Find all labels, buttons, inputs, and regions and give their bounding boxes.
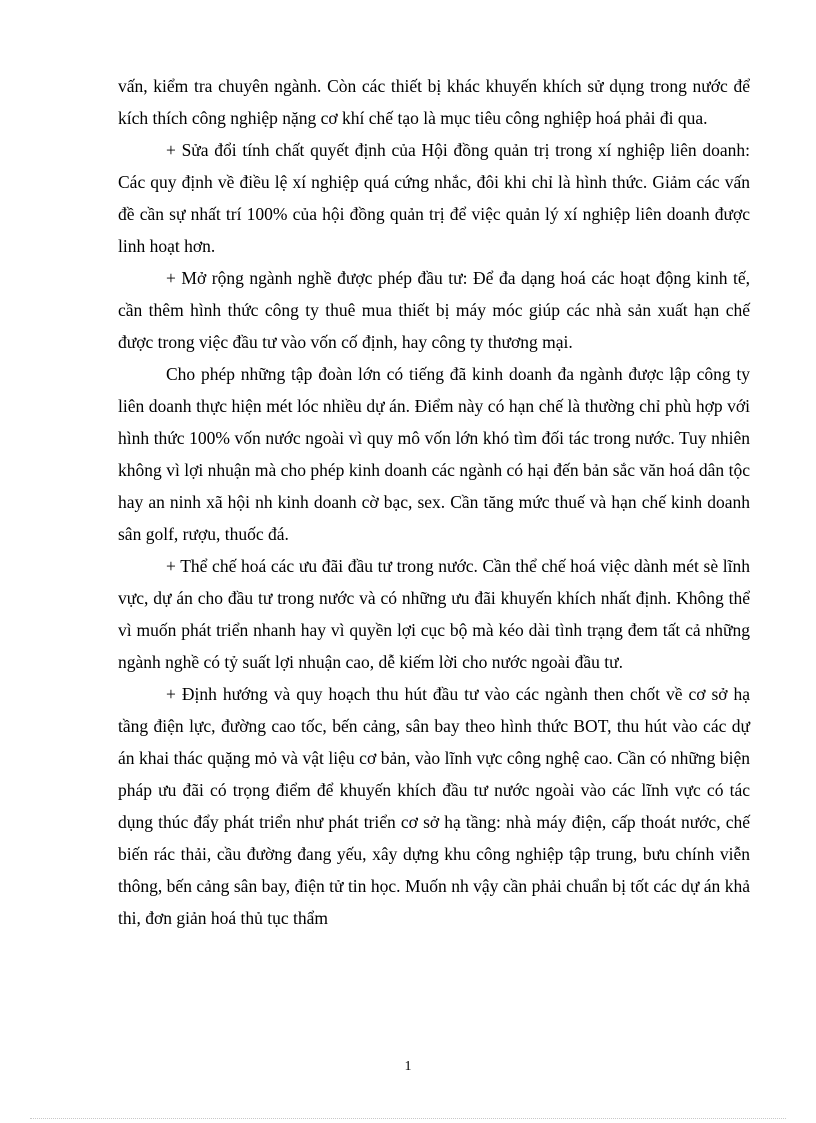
- paragraph-infrastructure-orientation: + Định hướng và quy hoạch thu hút đầu tư vào các ngành then chốt về cơ sở hạ tầng điện lực, đường cao tốc, bến cảng, sân bay theo hình thức BOT, thu hút vào các dự án khai thác quặng mỏ và vật liệu cơ bản, vào lĩnh vực công nghệ cao. Cần có những biện pháp ưu đãi có trọng điểm để khuyến khích đầu tư nước ngoài vào các lĩnh vực có tác dụng thúc đẩy phát triển như phát triển cơ sở hạ tầng: nhà máy điện, cấp thoát nước, chế biến rác thải, cầu đường đang yếu, xây dựng khu công nghiệp tập trung, bưu chính viễn thông, bến cảng sân bay, điện tử tin học. Muốn nh vậy cần phải chuẩn bị tốt các dự án khả thi, đơn giản hoá thủ tục thẩm: [118, 684, 750, 928]
- page-number: 1: [404, 1059, 412, 1074]
- paragraph-domestic-incentives: + Thể chế hoá các ưu đãi đầu tư trong nước. Cần thể chế hoá việc dành mét sè lĩnh vực, dự án cho đầu tư trong nước và có những ưu đãi khuyến khích nhất định. Không thể vì muốn phát triển nhanh hay vì quyền lợi cục bộ mà kéo dài tình trạng đem tất cả những ngành nghề có tỷ suất lợi nhuận cao, dễ kiếm lời cho nước ngoài đầu tư.: [118, 556, 750, 672]
- paragraph-continuation: vấn, kiểm tra chuyên ngành. Còn các thiết bị khác khuyến khích sử dụng trong nước để kích thích công nghiệp nặng cơ khí chế tạo là mục tiêu công nghiệp hoá phải đi qua.: [118, 76, 750, 128]
- paragraph-board-decision: + Sửa đổi tính chất quyết định của Hội đồng quản trị trong xí nghiệp liên doanh: Các quy định về điều lệ xí nghiệp quá cứng nhắc, đôi khi chỉ là hình thức. Giảm các vấn đề cần sự nhất trí 100% của hội đồng quản trị để việc quản lý xí nghiệp liên doanh được linh hoạt hơn.: [118, 140, 750, 256]
- paragraph-expand-industries: + Mở rộng ngành nghề được phép đầu tư: Để đa dạng hoá các hoạt động kinh tế, cần thêm hình thức công ty thuê mua thiết bị máy móc giúp các nhà sản xuất hạn chế được trong việc đầu tư vào vốn cố định, hay công ty thương mại.: [118, 268, 750, 352]
- page-bottom-divider: [30, 1118, 786, 1119]
- paragraph-large-corporations: Cho phép những tập đoàn lớn có tiếng đã kinh doanh đa ngành được lập công ty liên doanh thực hiện mét lóc nhiều dự án. Điểm này có hạn chế là thường chỉ phù hợp với hình thức 100% vốn nước ngoài vì quy mô vốn lớn khó tìm đối tác trong nước. Tuy nhiên không vì lợi nhuận mà cho phép kinh doanh các ngành có hại đến bản sắc văn hoá dân tộc hay an ninh xã hội nh kinh doanh cờ bạc, sex. Cần tăng mức thuế và hạn chế kinh doanh sân golf, rượu, thuốc đá.: [118, 364, 750, 544]
- body-text: [118, 70, 750, 934]
